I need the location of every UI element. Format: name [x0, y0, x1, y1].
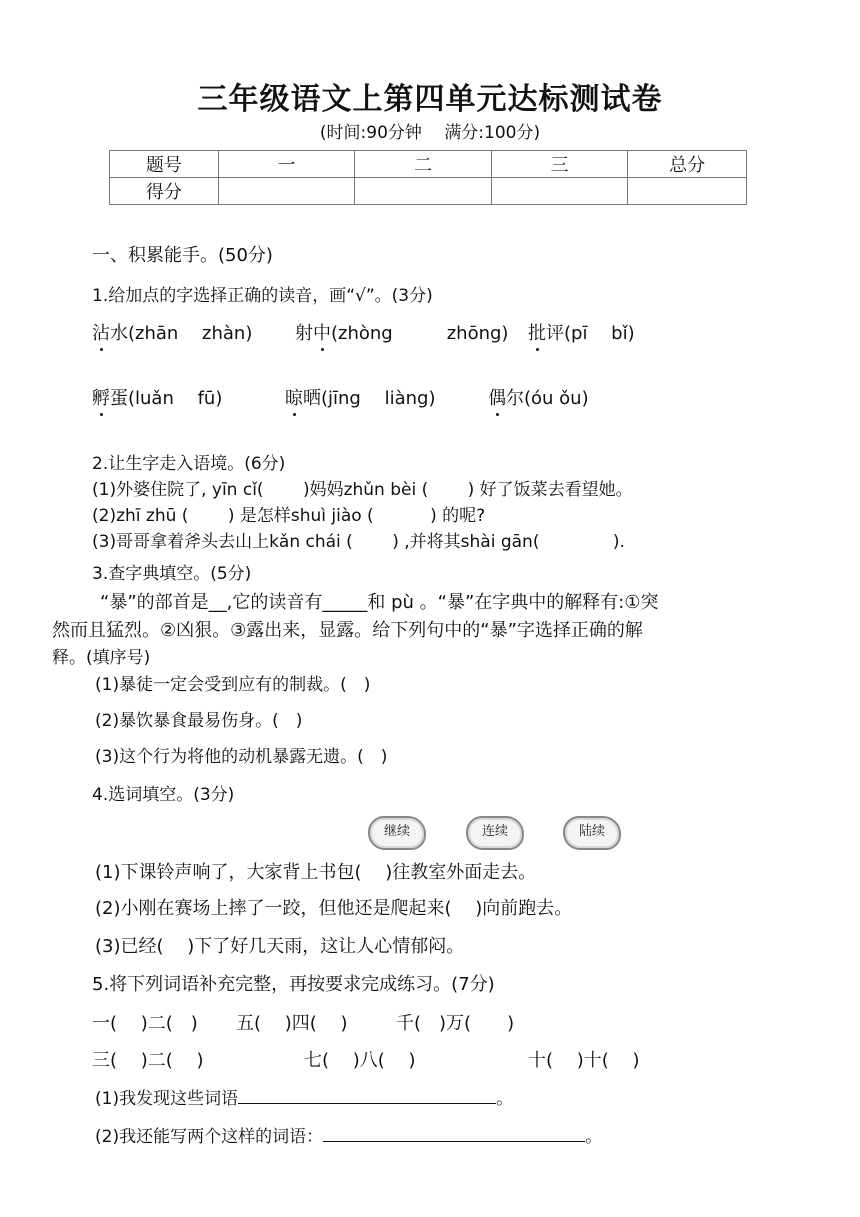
table-cell: 三 [491, 151, 628, 178]
pinyin-choice[interactable]: 射中(zhòng zhōng) [295, 319, 508, 345]
score-table-score-row [110, 178, 747, 205]
answer-line[interactable]: (1)我发现这些词语 。 [95, 1084, 513, 1109]
idiom-blank[interactable]: 三( )二( ) [92, 1050, 204, 1071]
score-input-cell[interactable] [218, 178, 355, 205]
table-cell: 题号 [110, 151, 219, 178]
fill-blank-line[interactable]: (3)这个行为将他的动机暴露无遗。( ) [95, 747, 388, 767]
word-choice-cloud: 连续 [466, 816, 524, 850]
fill-blank-line[interactable]: (2)小刚在赛场上摔了一跤，但他还是爬起来( )向前跑去。 [95, 898, 573, 919]
section-heading: 一、积累能手。(50分) [92, 245, 273, 266]
pinyin-choice[interactable]: 孵蛋(luǎn fū) [92, 384, 222, 410]
pinyin-choice[interactable]: 批评(pī bǐ) [528, 319, 635, 345]
dotted-char: 晾 [285, 384, 303, 410]
idiom-blank[interactable]: 十( )十( ) [528, 1050, 640, 1071]
dotted-char: 孵 [92, 384, 110, 410]
word-choice-cloud: 继续 [368, 816, 426, 850]
pinyin-choice[interactable]: 沾水(zhān zhàn) [92, 319, 252, 345]
idiom-blank[interactable]: 五( )四( ) [236, 1013, 348, 1034]
paragraph-line[interactable]: “暴”的部首是__,它的读音有_____和 pù 。“暴”在字典中的解释有:①突 [100, 592, 659, 613]
table-cell: 二 [355, 151, 492, 178]
paragraph-line: 释。(填序号) [52, 648, 151, 668]
question-prompt: 2.让生字走入语境。(6分) [92, 454, 286, 474]
dotted-char: 中 [313, 319, 331, 345]
fill-blank-line[interactable]: (2)暴饮暴食最易伤身。( ) [95, 711, 303, 731]
dotted-char: 沾 [92, 319, 110, 345]
page-title: 三年级语文上第四单元达标测试卷 [197, 82, 663, 117]
question-prompt: 3.查字典填空。(5分) [92, 564, 252, 584]
answer-blank[interactable] [323, 1123, 585, 1142]
pinyin-choice[interactable]: 偶尔(óu ǒu) [488, 384, 589, 410]
score-input-cell[interactable] [628, 178, 747, 205]
answer-line[interactable]: (2)我还能写两个这样的词语： 。 [95, 1122, 602, 1147]
question-prompt: 5.将下列词语补充完整，再按要求完成练习。(7分) [92, 974, 495, 995]
idiom-blank[interactable]: 七( )八( ) [304, 1050, 416, 1071]
score-input-cell[interactable] [355, 178, 492, 205]
fill-blank-line[interactable]: (1)外婆住院了, yīn cǐ( )妈妈zhǔn bèi ( ) 好了饭菜去看望她。 [92, 480, 633, 500]
paragraph-line: 然而且猛烈。②凶狠。③露出来，显露。给下列句中的“暴”字选择正确的解 [52, 620, 643, 641]
word-choice-cloud: 陆续 [563, 816, 621, 850]
table-cell: 一 [218, 151, 355, 178]
fill-blank-line[interactable]: (1)暴徒一定会受到应有的制裁。( ) [95, 675, 371, 695]
score-table-header-row [110, 151, 747, 178]
pinyin-choice[interactable]: 晾晒(jīng liàng) [285, 384, 435, 410]
idiom-blank[interactable]: 一( )二( ) [92, 1013, 198, 1034]
fill-blank-line[interactable]: (3)已经( )下了好几天雨，这让人心情郁闷。 [95, 936, 465, 957]
fill-blank-line[interactable]: (2)zhī zhū ( ) 是怎样shuì jiào ( ) 的呢? [92, 506, 486, 526]
score-input-cell[interactable] [491, 178, 628, 205]
answer-blank[interactable] [238, 1085, 496, 1104]
fill-blank-line[interactable]: (1)下课铃声响了，大家背上书包( )往教室外面走去。 [95, 862, 537, 883]
dotted-char: 偶 [488, 384, 506, 410]
idiom-blank[interactable]: 千( )万( ) [396, 1013, 515, 1034]
table-cell: 总分 [628, 151, 747, 178]
question-prompt: 1.给加点的字选择正确的读音，画“√”。(3分) [92, 286, 433, 306]
fill-blank-line[interactable]: (3)哥哥拿着斧头去山上kǎn chái ( ) ,并将其shài gān( ). [92, 532, 625, 552]
exam-info: (时间:90分钟 满分:100分) [319, 123, 541, 143]
question-prompt: 4.选词填空。(3分) [92, 785, 235, 805]
table-cell: 得分 [110, 178, 219, 205]
score-table [109, 150, 747, 205]
dotted-char: 批 [528, 319, 546, 345]
